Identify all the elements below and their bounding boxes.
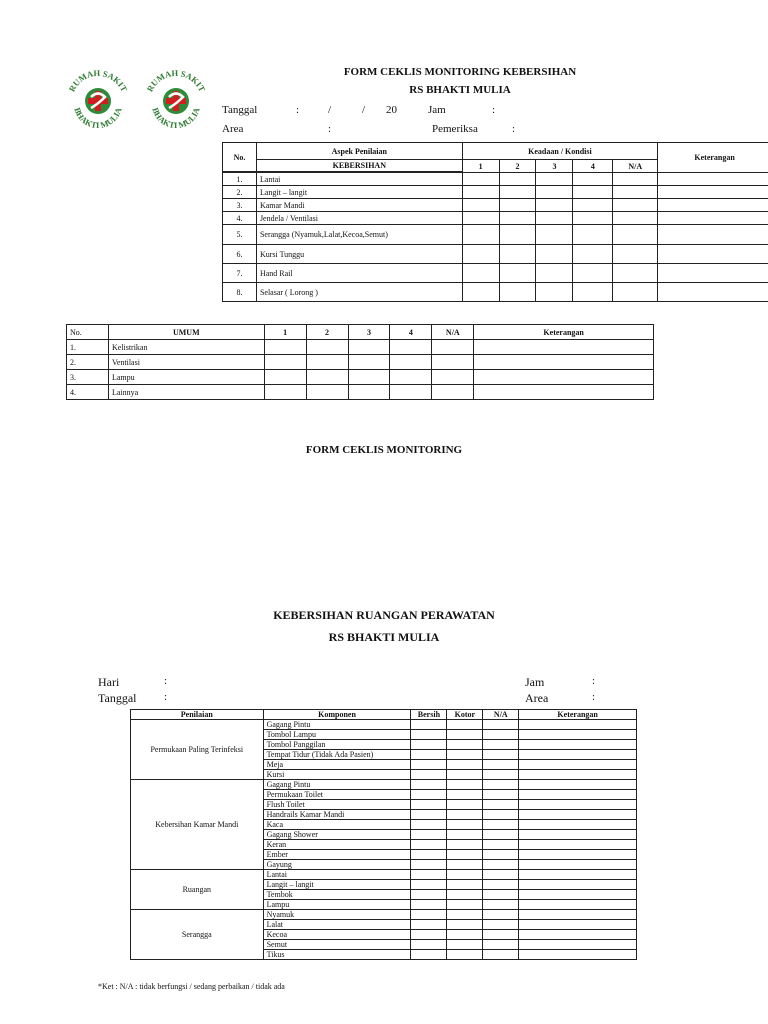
component-item: Lantai: [263, 870, 411, 880]
col-na: N/A: [613, 160, 658, 173]
umum-header-umum: UMUM: [108, 325, 264, 340]
row-number: 1.: [223, 173, 257, 186]
check-cell[interactable]: [519, 910, 637, 920]
row-item: Lampu: [108, 370, 264, 385]
component-item: Ember: [263, 850, 411, 860]
check-cell[interactable]: [519, 720, 637, 730]
tanggal-colon: :: [296, 104, 300, 116]
check-cell[interactable]: [613, 186, 658, 199]
check-cell[interactable]: [519, 890, 637, 900]
check-cell[interactable]: [411, 950, 447, 960]
check-cell[interactable]: [447, 940, 483, 950]
check-cell[interactable]: [411, 880, 447, 890]
check-cell[interactable]: [573, 186, 613, 199]
check-cell[interactable]: [447, 740, 483, 750]
check-cell[interactable]: [519, 830, 637, 840]
date-slash-2: /: [362, 104, 366, 116]
check-cell[interactable]: [462, 199, 499, 212]
table-row: [131, 910, 637, 920]
check-cell[interactable]: [390, 340, 432, 355]
year-prefix: 20: [386, 104, 397, 116]
check-cell[interactable]: [483, 830, 519, 840]
check-cell[interactable]: [519, 870, 637, 880]
component-item: Semut: [263, 940, 411, 950]
check-cell[interactable]: [499, 264, 536, 283]
component-item: Handrails Kamar Mandi: [263, 810, 411, 820]
check-cell[interactable]: [658, 225, 768, 245]
check-cell[interactable]: [411, 850, 447, 860]
row-number: 2.: [67, 355, 109, 370]
check-cell[interactable]: [348, 385, 390, 400]
logo-top-text: RUMAH SAKIT: [144, 67, 208, 94]
check-cell[interactable]: [306, 385, 348, 400]
check-cell[interactable]: [390, 370, 432, 385]
check-cell[interactable]: [306, 340, 348, 355]
check-cell[interactable]: [483, 800, 519, 810]
check-cell[interactable]: [483, 740, 519, 750]
check-cell[interactable]: [499, 225, 536, 245]
umum-col-4: 4: [390, 325, 432, 340]
check-cell[interactable]: [447, 920, 483, 930]
component-item: Gagang Pintu: [263, 720, 411, 730]
check-cell[interactable]: [264, 385, 306, 400]
check-cell[interactable]: [411, 820, 447, 830]
check-cell[interactable]: [573, 212, 613, 225]
logo-top-text: RUMAH SAKIT: [66, 67, 130, 94]
tanggal2-colon: :: [164, 691, 168, 703]
ruangan-table: [130, 709, 637, 960]
table-row: [67, 340, 654, 355]
check-cell[interactable]: [447, 910, 483, 920]
component-item: Kaca: [263, 820, 411, 830]
component-item: Keran: [263, 840, 411, 850]
check-cell[interactable]: [411, 740, 447, 750]
check-cell[interactable]: [519, 780, 637, 790]
jam-colon: :: [492, 104, 496, 116]
check-cell[interactable]: [483, 770, 519, 780]
check-cell[interactable]: [483, 750, 519, 760]
check-cell[interactable]: [447, 810, 483, 820]
component-item: Tikus: [263, 950, 411, 960]
check-cell[interactable]: [573, 264, 613, 283]
check-cell[interactable]: [519, 940, 637, 950]
check-cell[interactable]: [447, 900, 483, 910]
check-cell[interactable]: [519, 920, 637, 930]
row-item: Kamar Mandi: [256, 199, 462, 212]
check-cell[interactable]: [483, 900, 519, 910]
check-cell[interactable]: [462, 186, 499, 199]
check-cell[interactable]: [483, 950, 519, 960]
jam2-label: Jam: [525, 675, 545, 689]
check-cell[interactable]: [462, 283, 499, 302]
table-row: [223, 212, 768, 225]
row-number: 3.: [223, 199, 257, 212]
check-cell[interactable]: [483, 940, 519, 950]
check-cell[interactable]: [264, 340, 306, 355]
check-cell[interactable]: [658, 264, 768, 283]
row-item: Hand Rail: [256, 264, 462, 283]
pemeriksa-colon: :: [512, 123, 516, 135]
check-cell[interactable]: [536, 212, 573, 225]
check-cell[interactable]: [499, 173, 536, 186]
row-number: 8.: [223, 283, 257, 302]
header-no: No.: [223, 143, 257, 172]
check-cell[interactable]: [411, 770, 447, 780]
check-cell[interactable]: [519, 820, 637, 830]
component-item: Kecoa: [263, 930, 411, 940]
check-cell[interactable]: [658, 199, 768, 212]
check-cell[interactable]: [519, 770, 637, 780]
header-keterangan: Keterangan: [658, 143, 768, 173]
check-cell[interactable]: [411, 720, 447, 730]
row-number: 7.: [223, 264, 257, 283]
table-row: [223, 199, 768, 212]
kebersihan-table: [222, 142, 768, 302]
jam-label: Jam: [428, 104, 446, 116]
table-row: [67, 385, 654, 400]
row-item: Kelistrikan: [108, 340, 264, 355]
check-cell[interactable]: [658, 186, 768, 199]
component-item: Kursi: [263, 770, 411, 780]
check-cell[interactable]: [658, 245, 768, 264]
component-item: Gagang Shower: [263, 830, 411, 840]
check-cell[interactable]: [447, 840, 483, 850]
check-cell[interactable]: [447, 760, 483, 770]
check-cell[interactable]: [499, 199, 536, 212]
row-item: Lantai: [256, 173, 462, 186]
hospital-logo-1: [62, 64, 134, 136]
check-cell[interactable]: [432, 355, 474, 370]
table-row: [131, 870, 637, 880]
table-row: [131, 720, 637, 730]
check-cell[interactable]: [474, 370, 654, 385]
check-cell[interactable]: [536, 283, 573, 302]
table-row: [223, 186, 768, 199]
check-cell[interactable]: [474, 340, 654, 355]
check-cell[interactable]: [483, 870, 519, 880]
check-cell[interactable]: [462, 245, 499, 264]
check-cell[interactable]: [447, 850, 483, 860]
component-item: Tembok: [263, 890, 411, 900]
check-cell[interactable]: [483, 840, 519, 850]
check-cell[interactable]: [411, 750, 447, 760]
row-number: 4.: [223, 212, 257, 225]
check-cell[interactable]: [348, 370, 390, 385]
check-cell[interactable]: [519, 860, 637, 870]
check-cell[interactable]: [536, 186, 573, 199]
check-cell[interactable]: [447, 780, 483, 790]
check-cell[interactable]: [519, 760, 637, 770]
row-number: 4.: [67, 385, 109, 400]
row-item: Serangga (Nyamuk,Lalat,Kecoa,Semut): [256, 225, 462, 245]
group-name: Permukaan Paling Terinfeksi: [131, 720, 264, 780]
check-cell[interactable]: [447, 890, 483, 900]
hospital-logo-2: [140, 64, 212, 136]
umum-table: [66, 324, 654, 400]
header-bersih: Bersih: [411, 710, 447, 720]
row-number: 6.: [223, 245, 257, 264]
check-cell[interactable]: [483, 760, 519, 770]
area-label: Area: [222, 123, 244, 135]
check-cell[interactable]: [483, 850, 519, 860]
check-cell[interactable]: [411, 790, 447, 800]
check-cell[interactable]: [499, 186, 536, 199]
header-aspek: Aspek Penilaian: [256, 143, 462, 160]
check-cell[interactable]: [483, 720, 519, 730]
pemeriksa-label: Pemeriksa: [432, 123, 478, 135]
check-cell[interactable]: [447, 950, 483, 960]
header-kotor: Kotor: [447, 710, 483, 720]
row-item: Kursi Tunggu: [256, 245, 462, 264]
row-number: 1.: [67, 340, 109, 355]
area-colon: :: [328, 123, 332, 135]
check-cell[interactable]: [613, 225, 658, 245]
subheader-kebersihan: KEBERSIHAN: [256, 160, 462, 172]
check-cell[interactable]: [519, 740, 637, 750]
check-cell[interactable]: [447, 830, 483, 840]
check-cell[interactable]: [411, 760, 447, 770]
col-3: 3: [536, 160, 573, 173]
check-cell[interactable]: [462, 225, 499, 245]
check-cell[interactable]: [519, 930, 637, 940]
check-cell[interactable]: [483, 860, 519, 870]
component-item: Gagang Pintu: [263, 780, 411, 790]
component-item: Meja: [263, 760, 411, 770]
check-cell[interactable]: [499, 212, 536, 225]
logo-bottom-text: BHAKTI MULIA: [150, 106, 202, 131]
check-cell[interactable]: [390, 385, 432, 400]
row-item: Langit – langit: [256, 186, 462, 199]
header-keterangan2: Keterangan: [519, 710, 637, 720]
row-number: 3.: [67, 370, 109, 385]
check-cell[interactable]: [447, 800, 483, 810]
check-cell[interactable]: [658, 212, 768, 225]
jam2-colon: :: [592, 675, 596, 687]
table-row: [223, 283, 768, 302]
check-cell[interactable]: [411, 870, 447, 880]
check-cell[interactable]: [447, 770, 483, 780]
row-item: Ventilasi: [108, 355, 264, 370]
check-cell[interactable]: [411, 920, 447, 930]
row-item: Selasar ( Lorong ): [256, 283, 462, 302]
check-cell[interactable]: [613, 245, 658, 264]
check-cell[interactable]: [411, 860, 447, 870]
check-cell[interactable]: [519, 900, 637, 910]
check-cell[interactable]: [447, 930, 483, 940]
check-cell[interactable]: [411, 730, 447, 740]
check-cell[interactable]: [348, 340, 390, 355]
umum-col-na: N/A: [432, 325, 474, 340]
umum-col-3: 3: [348, 325, 390, 340]
check-cell[interactable]: [519, 950, 637, 960]
check-cell[interactable]: [264, 370, 306, 385]
umum-col-2: 2: [306, 325, 348, 340]
check-cell[interactable]: [411, 930, 447, 940]
check-cell[interactable]: [447, 720, 483, 730]
component-item: Nyamuk: [263, 910, 411, 920]
group-name: Kebersihan Kamar Mandi: [131, 780, 264, 870]
component-item: Tombol Lampu: [263, 730, 411, 740]
check-cell[interactable]: [306, 355, 348, 370]
check-cell[interactable]: [483, 920, 519, 930]
check-cell[interactable]: [411, 840, 447, 850]
umum-header-keterangan: Keterangan: [474, 325, 654, 340]
check-cell[interactable]: [447, 790, 483, 800]
component-item: Tempat Tidur (Tidak Ada Pasien): [263, 750, 411, 760]
check-cell[interactable]: [390, 355, 432, 370]
form1-title: FORM CEKLIS MONITORING KEBERSIHAN: [343, 66, 577, 78]
check-cell[interactable]: [536, 225, 573, 245]
check-cell[interactable]: [447, 750, 483, 760]
hari-colon: :: [164, 675, 168, 687]
check-cell[interactable]: [573, 225, 613, 245]
check-cell[interactable]: [474, 355, 654, 370]
form1-subtitle: RS BHAKTI MULIA: [409, 84, 511, 96]
row-item: Jendela / Ventilasi: [256, 212, 462, 225]
check-cell[interactable]: [432, 370, 474, 385]
check-cell[interactable]: [411, 800, 447, 810]
group-name: Ruangan: [131, 870, 264, 910]
check-cell[interactable]: [483, 780, 519, 790]
check-cell[interactable]: [573, 245, 613, 264]
component-item: Langit – langit: [263, 880, 411, 890]
umum-header-no: No.: [67, 325, 109, 340]
row-item: Lainnya: [108, 385, 264, 400]
check-cell[interactable]: [447, 880, 483, 890]
date-slash-1: /: [328, 104, 332, 116]
check-cell[interactable]: [411, 890, 447, 900]
check-cell[interactable]: [658, 173, 768, 186]
check-cell[interactable]: [483, 790, 519, 800]
check-cell[interactable]: [613, 173, 658, 186]
header-na: N/A: [483, 710, 519, 720]
check-cell[interactable]: [519, 840, 637, 850]
row-number: 2.: [223, 186, 257, 199]
check-cell[interactable]: [462, 264, 499, 283]
check-cell[interactable]: [573, 199, 613, 212]
check-cell[interactable]: [447, 820, 483, 830]
area2-colon: :: [592, 691, 596, 703]
col-4: 4: [573, 160, 613, 173]
check-cell[interactable]: [536, 173, 573, 186]
area2-label: Area: [525, 691, 549, 705]
table-row: [67, 355, 654, 370]
check-cell[interactable]: [411, 910, 447, 920]
check-cell[interactable]: [519, 790, 637, 800]
component-item: Flush Toilet: [263, 800, 411, 810]
check-cell[interactable]: [519, 750, 637, 760]
check-cell[interactable]: [536, 199, 573, 212]
check-cell[interactable]: [613, 264, 658, 283]
check-cell[interactable]: [613, 199, 658, 212]
header-keadaan: Keadaan / Kondisi: [462, 143, 658, 160]
table-row: [223, 173, 768, 186]
check-cell[interactable]: [483, 820, 519, 830]
check-cell[interactable]: [411, 780, 447, 790]
hari-label: Hari: [98, 675, 120, 689]
check-cell[interactable]: [483, 910, 519, 920]
check-cell[interactable]: [432, 340, 474, 355]
check-cell[interactable]: [536, 264, 573, 283]
check-cell[interactable]: [499, 245, 536, 264]
table-row: [223, 225, 768, 245]
check-cell[interactable]: [519, 850, 637, 860]
check-cell[interactable]: [658, 283, 768, 302]
check-cell[interactable]: [447, 870, 483, 880]
component-item: Lalat: [263, 920, 411, 930]
col-2: 2: [499, 160, 536, 173]
check-cell[interactable]: [519, 730, 637, 740]
check-cell[interactable]: [613, 212, 658, 225]
footnote: *Ket : N/A : tidak berfungsi / sedang perbaikan / tidak ada: [98, 982, 285, 991]
tanggal2-label: Tanggal: [98, 691, 137, 705]
check-cell[interactable]: [499, 283, 536, 302]
header-penilaian: Penilaian: [131, 710, 264, 720]
check-cell[interactable]: [411, 940, 447, 950]
table-row: [131, 780, 637, 790]
logo-bottom-text: BHAKTI MULIA: [72, 106, 124, 131]
check-cell[interactable]: [483, 730, 519, 740]
component-item: Permukaan Toilet: [263, 790, 411, 800]
check-cell[interactable]: [462, 173, 499, 186]
row-number: 5.: [223, 225, 257, 245]
form2-title: KEBERSIHAN RUANGAN PERAWATAN: [273, 608, 495, 622]
header-komponen: Komponen: [263, 710, 411, 720]
check-cell[interactable]: [306, 370, 348, 385]
check-cell[interactable]: [519, 800, 637, 810]
component-item: Lampu: [263, 900, 411, 910]
form2-subtitle: RS BHAKTI MULIA: [328, 630, 440, 644]
table-row: [67, 370, 654, 385]
check-cell[interactable]: [411, 830, 447, 840]
check-cell[interactable]: [411, 900, 447, 910]
table-row: [223, 245, 768, 264]
group-name: Serangga: [131, 910, 264, 960]
component-item: Gayung: [263, 860, 411, 870]
check-cell[interactable]: [573, 173, 613, 186]
col-1: 1: [462, 160, 499, 173]
check-cell[interactable]: [447, 730, 483, 740]
component-item: Tombol Panggilan: [263, 740, 411, 750]
check-cell[interactable]: [483, 880, 519, 890]
tanggal-label: Tanggal: [222, 104, 258, 116]
check-cell[interactable]: [411, 810, 447, 820]
check-cell[interactable]: [573, 283, 613, 302]
check-cell[interactable]: [536, 245, 573, 264]
table-row: [223, 264, 768, 283]
check-cell[interactable]: [519, 810, 637, 820]
check-cell[interactable]: [519, 880, 637, 890]
check-cell[interactable]: [613, 283, 658, 302]
check-cell[interactable]: [462, 212, 499, 225]
check-cell[interactable]: [474, 385, 654, 400]
check-cell[interactable]: [264, 355, 306, 370]
check-cell[interactable]: [447, 860, 483, 870]
check-cell[interactable]: [483, 930, 519, 940]
check-cell[interactable]: [348, 355, 390, 370]
form2-monitoring-title: FORM CEKLIS MONITORING: [305, 444, 463, 456]
check-cell[interactable]: [432, 385, 474, 400]
check-cell[interactable]: [483, 890, 519, 900]
check-cell[interactable]: [483, 810, 519, 820]
umum-col-1: 1: [264, 325, 306, 340]
